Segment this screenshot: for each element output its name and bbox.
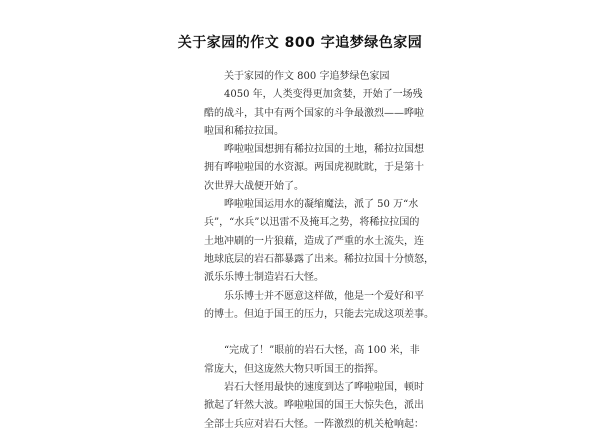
document-body	[204, 68, 434, 434]
text-line: 全部士兵应对岩石大怪。一阵激烈的机关枪响起：	[204, 418, 424, 430]
text-line: 次世界大战便开始了。	[204, 180, 304, 192]
text-line: 关于家园的作文 800 字追梦绿色家园	[224, 71, 390, 82]
text-line: 兵”，“水兵”以迅雷不及掩耳之势，将稀拉拉国的	[204, 217, 420, 229]
text-line: 乐乐博士并不愿意这样做，他是一个爱好和平	[224, 290, 424, 302]
text-line: 掀起了轩然大波。哗啦啦国的国王大惊失色，派出	[204, 400, 424, 412]
text-line: “完成了！”眼前的岩石大怪，高 100 米，非	[224, 345, 420, 357]
text-line: 地球底层的岩石都暴露了出来。稀拉拉国十分愤怒，	[204, 253, 434, 265]
text-line: 哗啦啦国想拥有稀拉拉国的土地，稀拉拉国想	[224, 144, 424, 156]
text-line: 的博士。但迫于国王的压力，只能去完成这项差事。	[204, 308, 434, 320]
text-line: 派乐乐博士制造岩石大怪。	[204, 272, 324, 284]
text-line: 酷的战斗，其中有两个国家的斗争最激烈——哗啦	[204, 107, 424, 119]
text-line: 哗啦啦国运用水的凝缩魔法，派了 50 万“水	[224, 199, 419, 211]
text-line	[204, 324, 404, 342]
document-title: 关于家园的作文 800 字追梦绿色家园	[177, 35, 423, 51]
text-line: 土地冲刷的一片狼藉，造成了严重的水土流失，连	[204, 235, 424, 247]
text-line: 4050 年，人类变得更加贪婪，开始了一场残	[224, 89, 423, 101]
text-line: 啦国和稀拉拉国。	[204, 125, 284, 137]
text-line: 常庞大，但这庞然大物只听国王的指挥。	[204, 363, 384, 375]
text-line: 拥有哗啦啦国的水资源。两国虎视眈眈，于是第十	[204, 162, 424, 174]
text-line: 岩石大怪用最快的速度到达了哗啦啦国，顿时	[224, 382, 424, 394]
